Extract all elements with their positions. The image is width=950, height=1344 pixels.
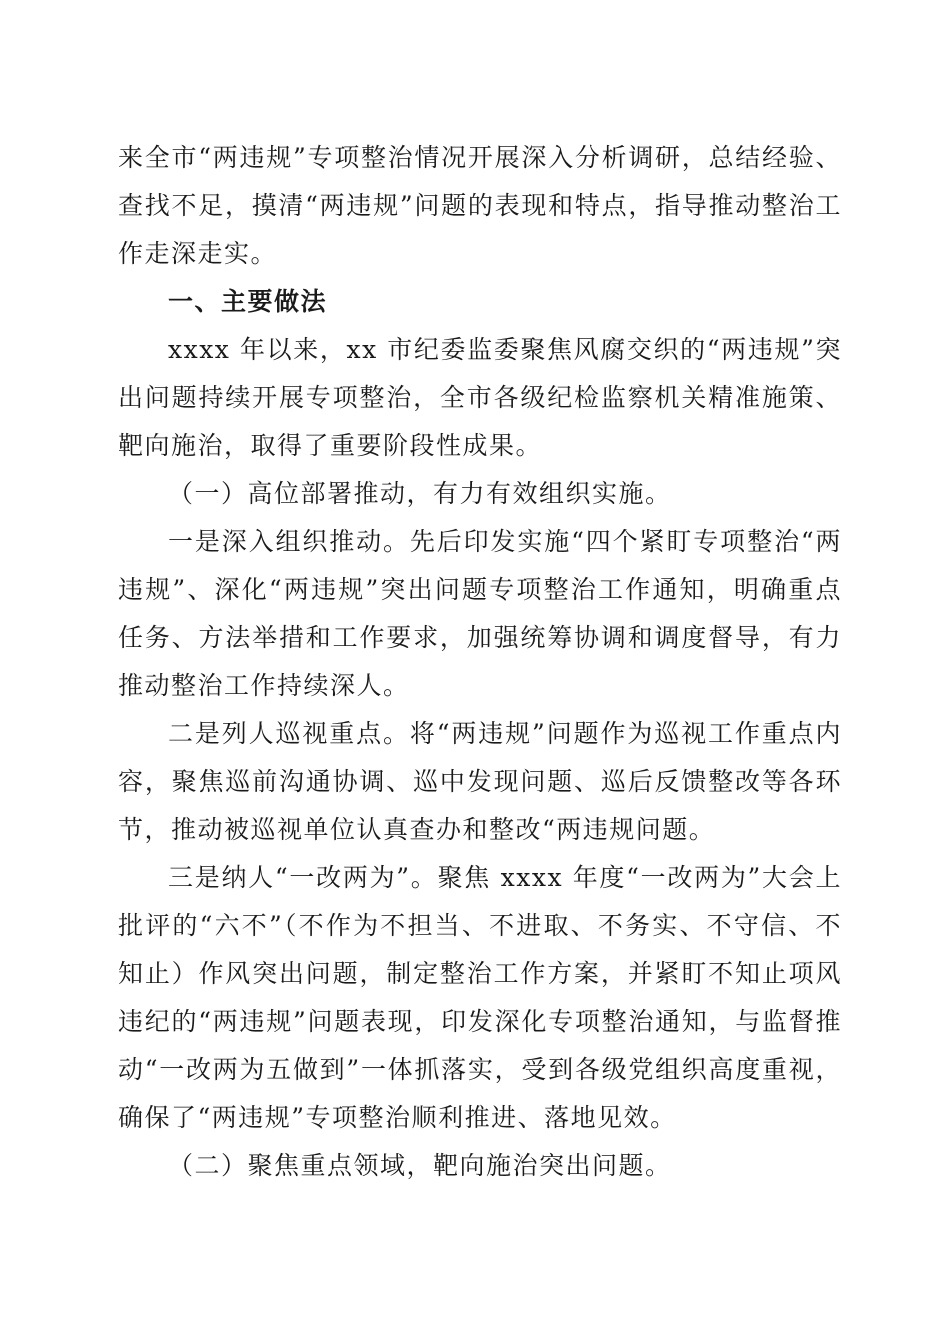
item-paragraph-3 bbox=[118, 854, 842, 1142]
item-body-1: 先后印发实施“四个紧盯专项整治“两违规”、深化“两违规”突出问题专项整治工作通知，明确重点任务、方法举措和工作要求，加强统筹协调和调度督导，有力推动整治工作持续深人。 bbox=[118, 527, 842, 700]
item-lead-2: 二是列人巡视重点。 bbox=[168, 719, 410, 748]
item-body-2: 将“两违规”问题作为巡视工作重点内容，聚焦巡前沟通协调、巡中发现问题、巡后反馈整改等各环节，推动被巡视单位认真查办和整改“两违规问题。 bbox=[118, 719, 842, 844]
item-paragraph-1 bbox=[118, 518, 842, 710]
item-lead-1: 一是深入组织推动。 bbox=[168, 527, 410, 556]
subheading-high-level-deployment: （一）高位部署推动，有力有效组织实施。 bbox=[168, 479, 672, 508]
section-intro-paragraph: xxxx 年以来，xx 市纪委监委聚焦风腐交织的“两违规”突出问题持续开展专项整治，全市各级纪检监察机关精准施策、靶向施治，取得了重要阶段性成果。 bbox=[118, 335, 842, 460]
subheading-key-areas: （二）聚焦重点领域，靶向施治突出问题。 bbox=[168, 1151, 672, 1180]
item-body-3: 聚焦 xxxx 年度“一改两为”大会上批评的“六不”（不作为不担当、不进取、不务实、不守信、不知止）作风突出问题，制定整治工作方案，并紧盯不知止项风违纪的“两违规”问题表现，印发深化专项整治通知，与监督推动“一改两为五做到”一体抓落实，受到各级党组织高度重视，确保了“两违规”专项整治顺利推进、落地见效。 bbox=[118, 863, 843, 1132]
document-body bbox=[118, 134, 842, 1190]
item-lead-3: 三是纳人“一改两为”。 bbox=[168, 863, 438, 892]
section-heading-main-practices: 一、主要做法 bbox=[168, 287, 328, 316]
intro-paragraph: 来全市“两违规”专项整治情况开展深入分析调研，总结经验、查找不足，摸清“两违规”问题的表现和特点，指导推动整治工作走深走实。 bbox=[118, 143, 842, 268]
item-paragraph-2 bbox=[118, 710, 842, 854]
